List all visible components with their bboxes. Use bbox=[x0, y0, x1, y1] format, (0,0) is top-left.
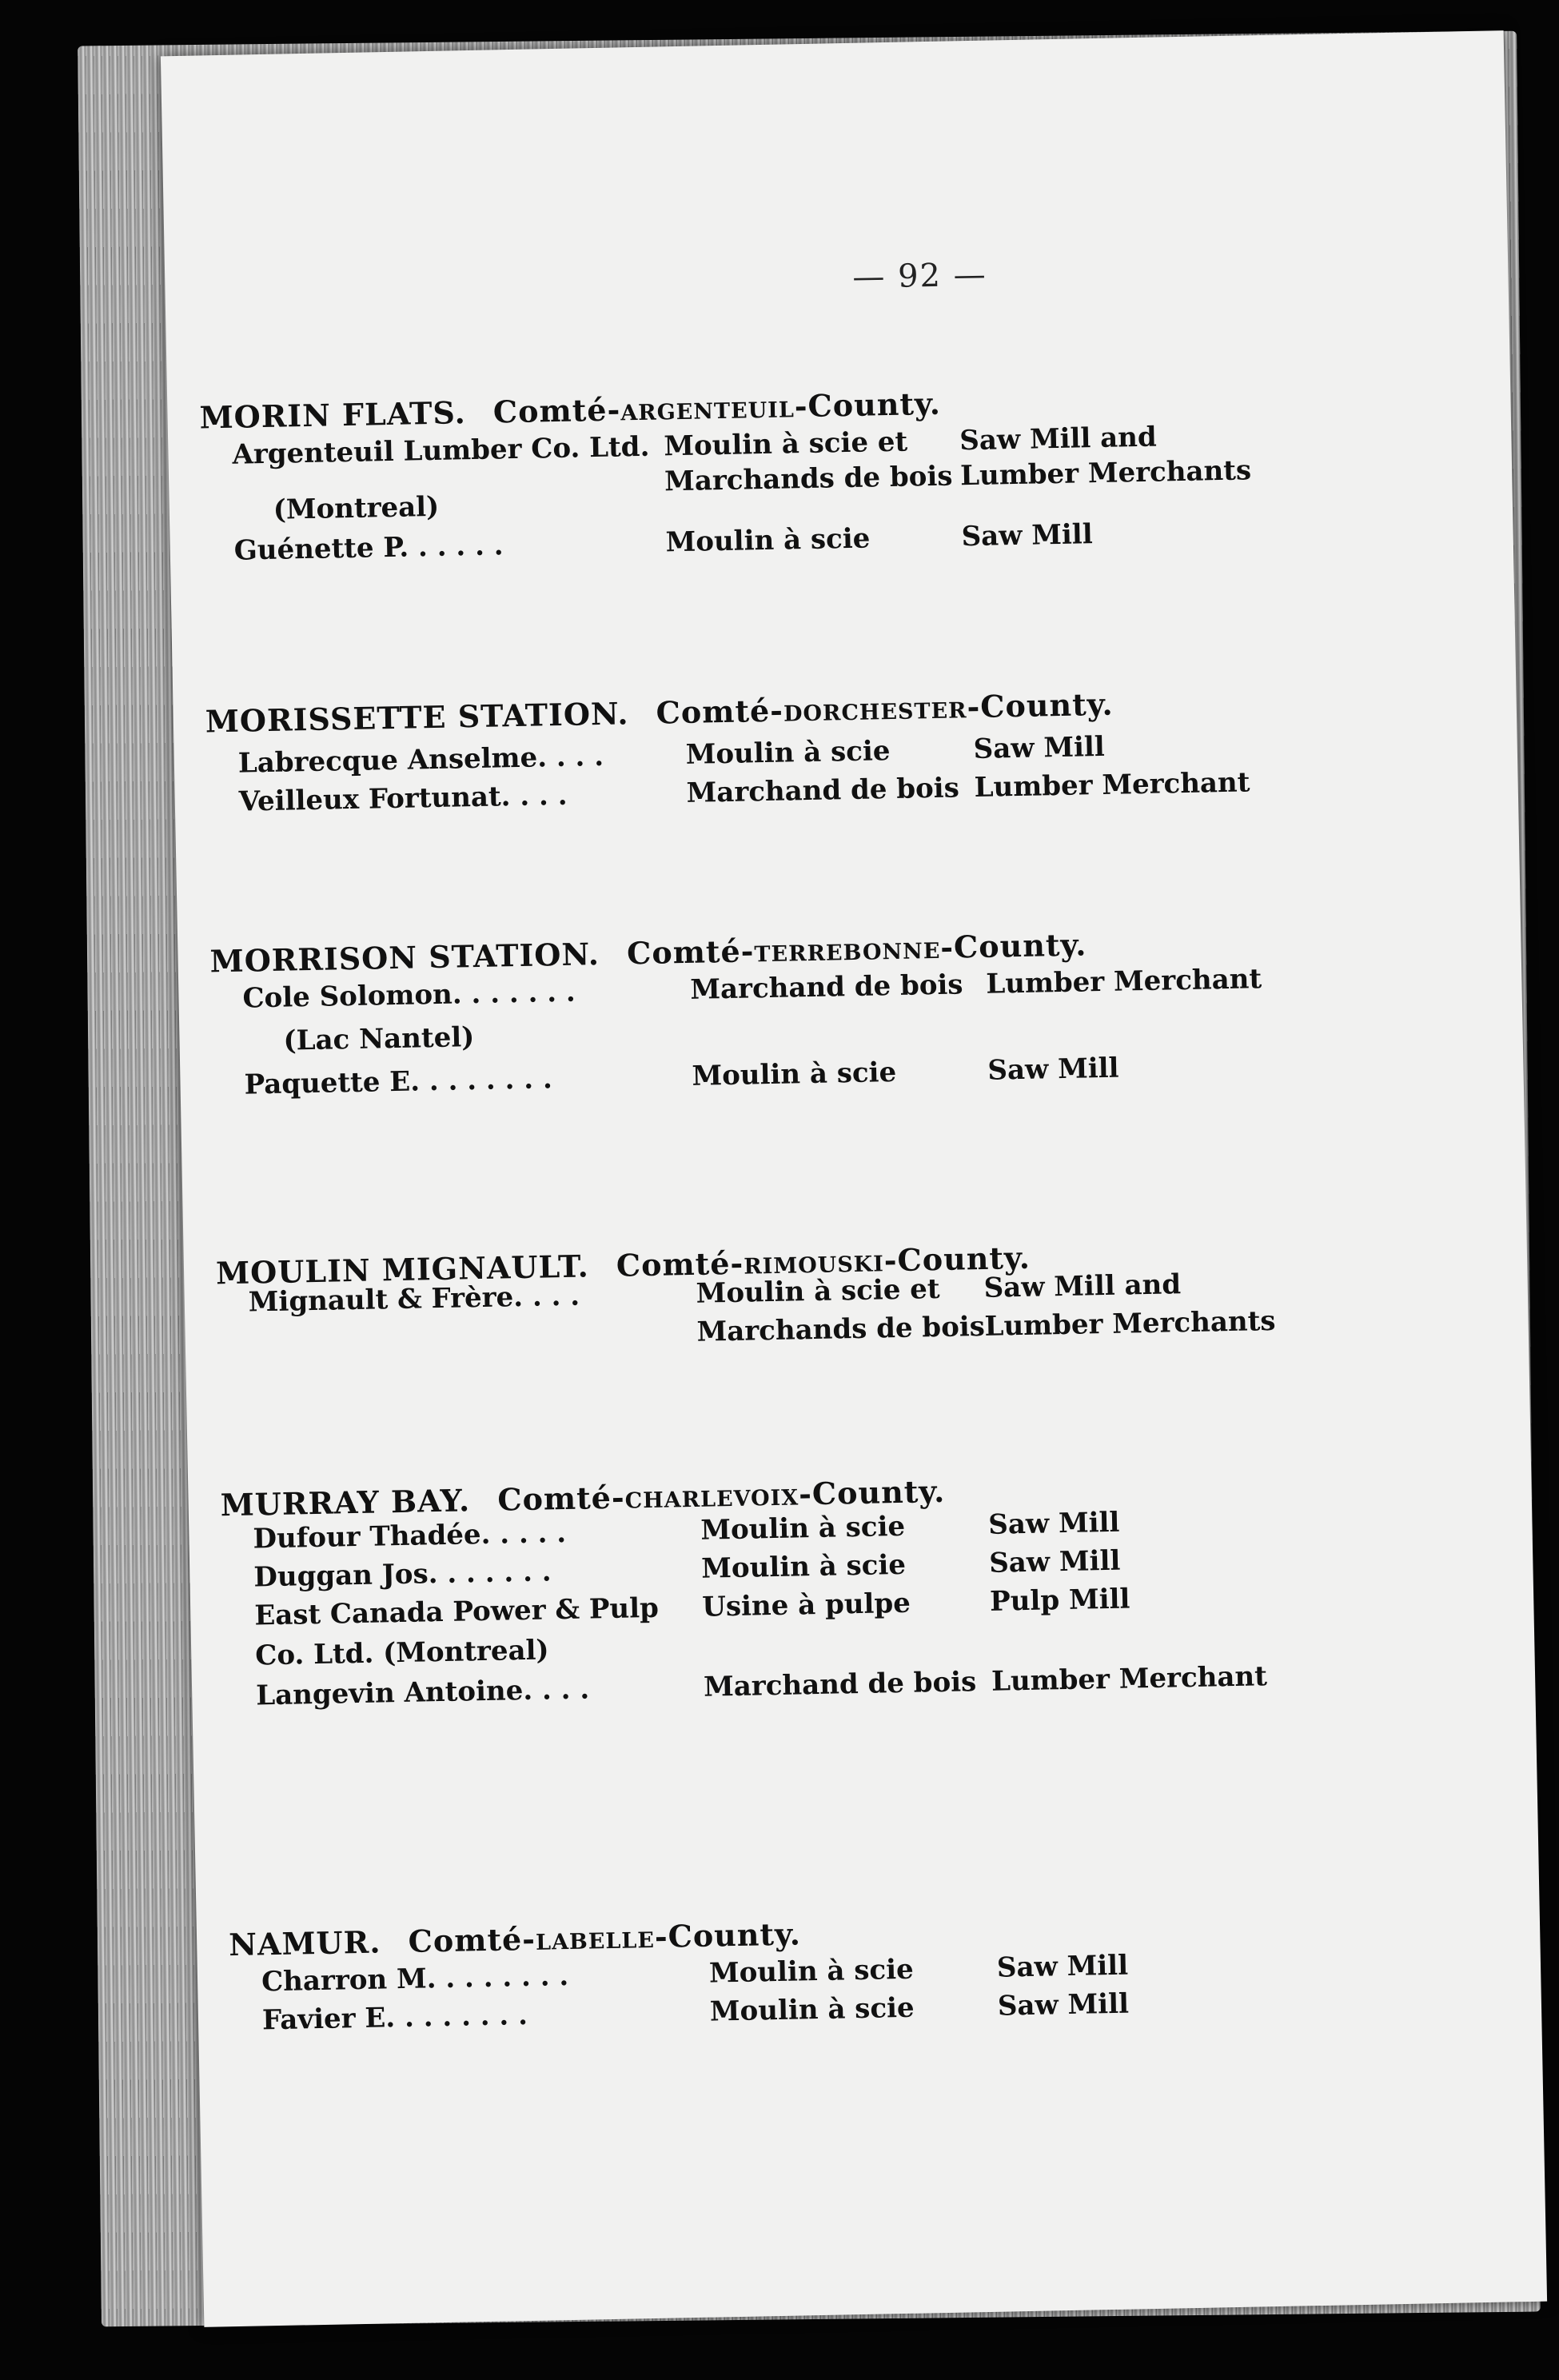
locality-section bbox=[173, 678, 1516, 818]
business-name: Argenteuil Lumber Co. Ltd. bbox=[232, 430, 650, 471]
activity-english: Saw Mill bbox=[987, 1506, 1120, 1541]
business-name: Mignault & Frère. . . . bbox=[248, 1280, 580, 1319]
county-name: LABELLE bbox=[535, 1927, 656, 1955]
county-label bbox=[656, 686, 1114, 731]
place-name: MORIN FLATS. bbox=[199, 394, 467, 436]
activity-french: Moulin à scie bbox=[708, 1953, 915, 1990]
county-label bbox=[627, 926, 1087, 971]
county-prefix: Comté- bbox=[656, 692, 784, 731]
county-name: ARGENTEUIL bbox=[620, 397, 795, 426]
county-label bbox=[492, 385, 941, 430]
place-name: MORISSETTE STATION. bbox=[205, 695, 629, 740]
county-prefix: Comté- bbox=[626, 932, 755, 972]
activity-english: Saw Mill and bbox=[983, 1268, 1182, 1304]
activity-english: Lumber Merchants bbox=[959, 454, 1252, 493]
business-name: Co. Ltd. (Montreal) bbox=[254, 1634, 549, 1672]
activity-english: Saw Mill bbox=[997, 1987, 1130, 2023]
activity-french: Marchand de bois bbox=[686, 772, 960, 809]
activity-english: Lumber Merchant bbox=[974, 766, 1250, 805]
activity-english: Saw Mill bbox=[996, 1949, 1129, 1984]
activity-french: Moulin à scie et bbox=[663, 425, 908, 463]
county-suffix: -County. bbox=[794, 385, 942, 425]
place-name: MORRISON STATION. bbox=[209, 936, 600, 980]
county-suffix: -County. bbox=[883, 1239, 1031, 1279]
business-name: Favier E. . . . . . . . bbox=[261, 1999, 528, 2037]
place-name: NAMUR. bbox=[228, 1923, 381, 1963]
activity-french: Moulin à scie bbox=[692, 1056, 897, 1092]
business-name: Guénette P. . . . . . bbox=[233, 529, 504, 567]
county-suffix: -County. bbox=[967, 685, 1114, 725]
activity-french: Marchands de bois bbox=[696, 1310, 986, 1348]
section-heading bbox=[229, 1915, 802, 1963]
activity-french: Moulin à scie bbox=[700, 1548, 907, 1585]
county-name: RIMOUSKI bbox=[743, 1252, 885, 1280]
locality-section bbox=[197, 1902, 1540, 2037]
county-suffix: -County. bbox=[654, 1915, 802, 1955]
section-heading bbox=[205, 686, 1114, 740]
activity-english: Lumber Merchant bbox=[985, 963, 1262, 1000]
business-name: East Canada Power & Pulp bbox=[253, 1591, 660, 1632]
business-name: (Lac Nantel) bbox=[283, 1021, 475, 1057]
activity-english: Saw Mill and bbox=[959, 421, 1158, 457]
business-name: Dufour Thadée. . . . . bbox=[253, 1516, 567, 1555]
activity-english: Saw Mill bbox=[973, 730, 1106, 766]
activity-french: Usine à pulpe bbox=[701, 1587, 911, 1623]
business-name: (Montreal) bbox=[273, 490, 440, 526]
place-name: MURRAY BAY. bbox=[220, 1482, 471, 1523]
business-name: Paquette E. . . . . . . . bbox=[244, 1063, 553, 1101]
activity-english: Pulp Mill bbox=[989, 1583, 1130, 1618]
county-suffix: -County. bbox=[939, 926, 1087, 965]
book-page bbox=[161, 30, 1547, 2327]
activity-french: Marchand de bois bbox=[690, 968, 963, 1006]
place-name: MOULIN MIGNAULT. bbox=[215, 1248, 590, 1292]
activity-french: Moulin à scie bbox=[665, 522, 871, 559]
activity-french: Moulin à scie bbox=[709, 1991, 915, 2028]
locality-section bbox=[167, 374, 1510, 567]
county-name: DORCHESTER bbox=[783, 698, 967, 727]
activity-french: Moulin à scie et bbox=[696, 1272, 940, 1310]
business-name: Cole Solomon. . . . . . . bbox=[242, 976, 576, 1015]
activity-french: Marchands de bois bbox=[664, 460, 953, 498]
page-number: — 92 — bbox=[851, 256, 988, 296]
county-suffix: -County. bbox=[798, 1472, 946, 1512]
county-name: CHARLEVOIX bbox=[624, 1485, 799, 1514]
locality-section bbox=[184, 1230, 1527, 1348]
activity-english: Saw Mill bbox=[987, 1052, 1119, 1087]
business-name: Duggan Jos. . . . . . . bbox=[253, 1555, 552, 1594]
locality-section bbox=[177, 918, 1521, 1101]
county-prefix: Comté- bbox=[408, 1920, 536, 1959]
activity-french: Moulin à scie bbox=[685, 735, 891, 771]
county-label bbox=[408, 1915, 801, 1959]
county-prefix: Comté- bbox=[496, 1479, 626, 1518]
activity-english: Saw Mill bbox=[961, 518, 1094, 553]
county-prefix: Comté- bbox=[616, 1244, 744, 1284]
activity-english: Saw Mill bbox=[988, 1544, 1121, 1579]
activity-english: Lumber Merchants bbox=[984, 1304, 1276, 1343]
county-name: TERREBONNE bbox=[754, 938, 941, 968]
business-name: Charron M. . . . . . . . bbox=[261, 1960, 569, 1999]
activity-english: Lumber Merchant bbox=[991, 1660, 1268, 1698]
activity-french: Marchand de bois bbox=[703, 1666, 977, 1703]
locality-section bbox=[188, 1462, 1531, 1712]
business-name: Veilleux Fortunat. . . . bbox=[238, 779, 568, 818]
activity-french: Moulin à scie bbox=[700, 1510, 906, 1547]
business-name: Labrecque Anselme. . . . bbox=[237, 740, 604, 780]
business-name: Langevin Antoine. . . . bbox=[255, 1673, 590, 1712]
county-prefix: Comté- bbox=[492, 391, 621, 430]
